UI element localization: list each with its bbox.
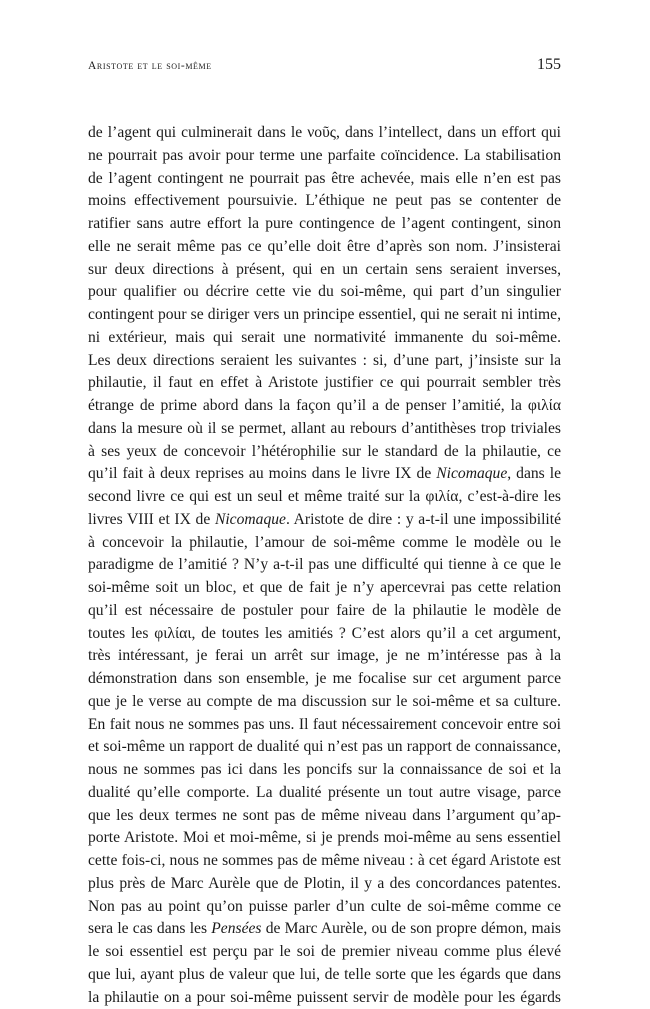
- text-segment: paradigme de l’amitié ? N’y a-t-il pas une difficulté qui tienne à ce que le: [88, 556, 561, 573]
- text-line: [88, 418, 561, 441]
- text-segment: . Aristote de dire : y a-t-il une impossibilité: [286, 511, 561, 528]
- text-segment: , dans le: [507, 465, 561, 482]
- text-segment: moins effectivement poursuivie. L’éthique ne peut pas se contenter de: [88, 192, 561, 209]
- text-line: [88, 145, 561, 168]
- text-line: [88, 281, 561, 304]
- text-line: [88, 486, 561, 509]
- text-segment: la philautie on a pour soi-même puissent servir de modèle pour les égards: [88, 989, 561, 1006]
- text-line: [88, 691, 561, 714]
- text-line: [88, 236, 561, 259]
- text-line: [88, 350, 561, 373]
- italic-title: Nicomaque: [436, 465, 507, 482]
- text-segment: le soi essentiel est perçu par le soi de premier niveau comme plus élevé: [88, 943, 561, 960]
- text-line: [88, 463, 561, 486]
- text-segment: qu’il est nécessaire de postuler pour faire de la philautie le modèle de: [88, 602, 561, 619]
- text-segment: que lui, ayant plus de valeur que lui, de telle sorte que les égards que dans: [88, 966, 561, 983]
- text-segment: nous ne sommes pas ici dans les poncifs sur la connaissance de soi et la: [88, 761, 561, 778]
- text-segment: très intéressant, je ferai un arrêt sur image, je ne m’intéresse pas à la: [88, 647, 561, 664]
- running-title: Aristote et le soi-même: [88, 60, 212, 72]
- text-segment: sera le cas dans les: [88, 920, 211, 937]
- text-segment: de Marc Aurèle, ou de son propre démon, mais: [262, 920, 562, 937]
- text-line: [88, 395, 561, 418]
- text-line: [88, 623, 561, 646]
- text-line: [88, 577, 561, 600]
- italic-title: Nicomaque: [215, 511, 286, 528]
- text-segment: pour qualifier ou décrire cette vie du soi-même, qui part d’un singulier: [88, 283, 561, 300]
- text-line: [88, 259, 561, 282]
- text-segment: dans la mesure où il se permet, allant au rebours d’antithèses trop triviales: [88, 420, 561, 437]
- text-segment: dualité qu’elle comporte. La dualité présente un tout autre visage, parce: [88, 784, 561, 801]
- text-segment: de l’agent contingent ne pourrait pas être achevée, mais elle n’en est pas: [88, 170, 561, 187]
- text-segment: contingent pour se diriger vers un principe essentiel, qui ne serait ni intime,: [88, 306, 561, 323]
- text-line: [88, 668, 561, 691]
- text-segment: sur deux directions à présent, qui en un certain sens seraient inverses,: [88, 261, 561, 278]
- text-line: [88, 327, 561, 350]
- text-line: [88, 714, 561, 737]
- text-line: [88, 873, 561, 896]
- text-segment: que les deux termes ne sont pas de même niveau dans l’argument qu’ap-: [88, 807, 561, 824]
- text-segment: Non pas au point qu’on puisse parler d’un culte de soi-même comme ce: [88, 898, 561, 915]
- text-line: [88, 554, 561, 577]
- text-segment: ne pourrait pas avoir pour terme une parfaite coïncidence. La stabilisation: [88, 147, 561, 164]
- text-segment: ratifier sans autre effort la pure contingence de l’agent contingent, sinon: [88, 215, 561, 232]
- text-line: [88, 805, 561, 828]
- text-line: [88, 645, 561, 668]
- text-segment: second livre ce qui est un seul et même traité sur la φιλία, c’est-à-dire les: [88, 488, 561, 505]
- text-line: [88, 509, 561, 532]
- text-segment: qu’il fait à deux reprises au moins dans le livre IX de: [88, 465, 436, 482]
- text-line: [88, 759, 561, 782]
- page-number: 155: [537, 56, 561, 74]
- text-line: [88, 122, 561, 145]
- text-segment: à ses yeux de concevoir l’hétérophilie sur le standard de la philautie, ce: [88, 443, 561, 460]
- running-header: [88, 56, 561, 82]
- text-line: [88, 987, 561, 1009]
- text-line: [88, 896, 561, 919]
- text-segment: que je le verse au compte de ma discussion sur le soi-même et sa culture.: [88, 693, 561, 710]
- text-segment: et soi-même un rapport de dualité qui n’est pas un rapport de connaissance,: [88, 738, 561, 755]
- text-line: [88, 600, 561, 623]
- text-line: [88, 964, 561, 987]
- text-line: [88, 918, 561, 941]
- text-line: [88, 441, 561, 464]
- text-segment: démonstration dans son ensemble, je me focalise sur cet argument parce: [88, 670, 561, 687]
- text-segment: ni extérieur, mais qui serait une normativité immanente du soi-même.: [88, 329, 561, 346]
- text-segment: En fait nous ne sommes pas uns. Il faut nécessairement concevoir entre soi: [88, 716, 561, 733]
- text-segment: philautie, il faut en effet à Aristote justifier ce qui pourrait sembler très: [88, 374, 561, 391]
- text-segment: elle ne serait même pas ce qu’elle doit être d’après son nom. J’insisterai: [88, 238, 561, 255]
- body-paragraph: [88, 122, 561, 1009]
- text-line: [88, 941, 561, 964]
- text-segment: cette fois-ci, nous ne sommes pas de même niveau : à cet égard Aristote est: [88, 852, 561, 869]
- text-segment: livres VIII et IX de: [88, 511, 215, 528]
- text-segment: toutes les φιλίαι, de toutes les amitiés ? C’est alors qu’il a cet argument,: [88, 625, 561, 642]
- text-line: [88, 213, 561, 236]
- text-line: [88, 372, 561, 395]
- text-segment: à concevoir la philautie, l’amour de soi-même comme le modèle ou le: [88, 534, 561, 551]
- italic-title: Pensées: [211, 920, 261, 937]
- text-segment: Les deux directions seraient les suivantes : si, d’une part, j’insiste sur la: [88, 352, 561, 369]
- text-segment: étrange de prime abord dans la façon qu’il a de penser l’amitié, la φιλία: [88, 397, 561, 414]
- book-page: [88, 56, 561, 1009]
- text-line: [88, 532, 561, 555]
- text-line: [88, 850, 561, 873]
- text-line: [88, 827, 561, 850]
- text-segment: soi-même soit un bloc, et que de fait je n’y apercevrai pas cette relation: [88, 579, 561, 596]
- text-segment: de l’agent qui culminerait dans le νοῦς, dans l’intellect, dans un effort qui: [88, 124, 561, 141]
- text-line: [88, 190, 561, 213]
- text-line: [88, 304, 561, 327]
- text-line: [88, 168, 561, 191]
- text-line: [88, 736, 561, 759]
- text-segment: plus près de Marc Aurèle que de Plotin, il y a des concordances patentes.: [88, 875, 561, 892]
- text-segment: porte Aristote. Moi et moi-même, si je prends moi-même au sens essentiel: [88, 829, 561, 846]
- text-line: [88, 782, 561, 805]
